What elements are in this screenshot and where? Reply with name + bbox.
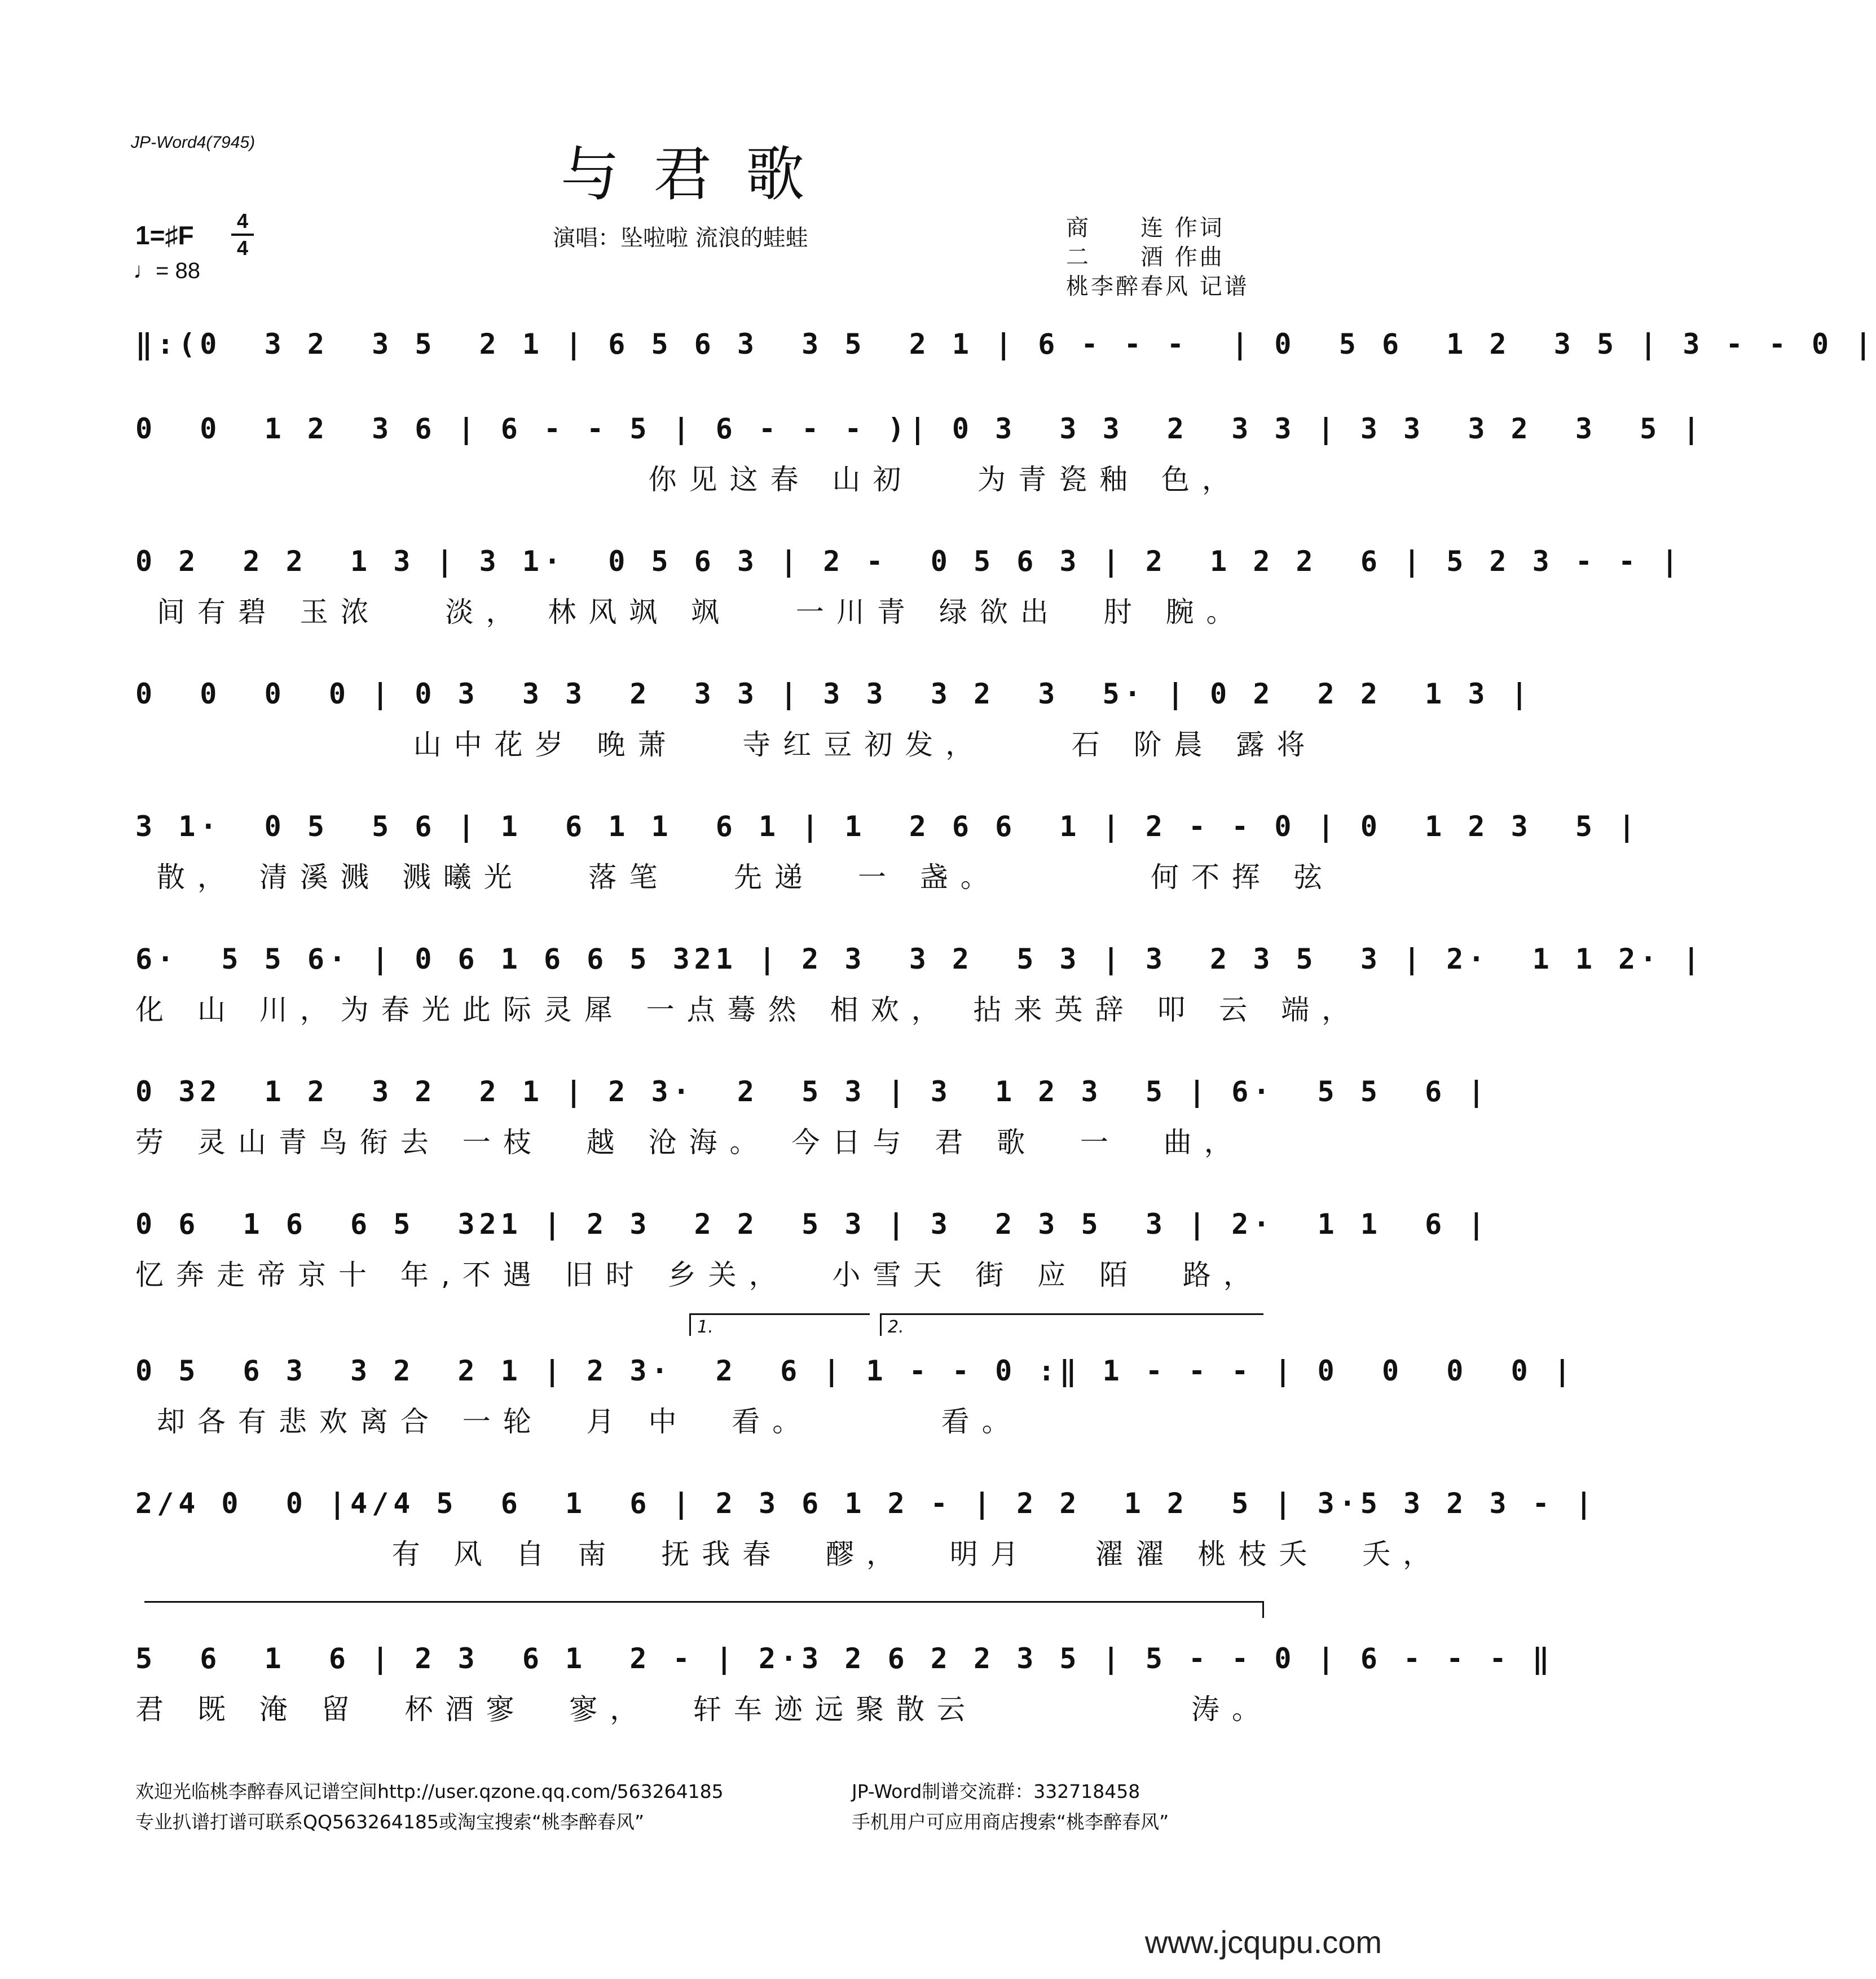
time-signature: [231, 210, 254, 260]
volta-2-label: 2.: [888, 1317, 904, 1337]
score-lyrics: 间有碧 玉浓 淡， 林风飒 飒 一川青 绿欲出 肘 腕。: [135, 596, 1247, 628]
time-numerator: 4: [236, 209, 249, 232]
score-notes: 0 5 6 3 3 2 2 1 | 2 3· 2 6 | 1 - - 0 :‖ 1 - - - | 0 0 0 0 |: [135, 1354, 1575, 1387]
volta-1-bracket: [689, 1313, 870, 1315]
volta-1-label: 1.: [697, 1317, 714, 1337]
footer-website: 欢迎光临桃李醉春风记谱空间http://user.qzone.qq.com/563264185: [135, 1780, 724, 1802]
score-notes: 0 6 1 6 6 5 321 | 2 3 2 2 5 3 | 3 2 3 5 3 | 2· 1 1 6 |: [135, 1208, 1490, 1241]
score-line-10: [135, 1481, 1597, 1571]
transcriber-credit: 桃李醉春风 记谱: [1066, 274, 1249, 300]
score-line-7: [135, 1069, 1490, 1159]
score-lyrics: 忆奔走帝京十 年,不遇 旧时 乡关， 小雪天 街 应 陌 路，: [135, 1259, 1264, 1291]
score-lyrics: 散， 清溪溅 溅曦光 落笔 先递 一 盏。 何不挥 弦: [135, 861, 1335, 894]
tempo-marking: ♩= 88: [133, 258, 200, 283]
volta-2-bracket: [880, 1313, 1263, 1315]
singer-credit: 演唱：坠啦啦 流浪的蛙蛙: [553, 225, 808, 251]
composer-credit: 二 酒 作曲: [1066, 244, 1225, 270]
score-line-9: [135, 1348, 1575, 1438]
score-notes: 5 6 1 6 | 2 3 6 1 2 - | 2·3 2 6 2 2 3 5 | 5 - - 0 | 6 - - - ‖: [135, 1642, 1554, 1675]
time-denominator: 4: [236, 236, 249, 260]
time-divider: [231, 234, 254, 236]
score-lyrics: 劳 灵山青鸟衔去 一枝 越 沧海。 今日与 君 歌 一 曲，: [135, 1126, 1245, 1159]
score-notes: 0 0 0 0 | 0 3 3 3 2 3 3 | 3 3 3 2 3 5· | 0 2 2 2 1 3 |: [135, 678, 1532, 710]
score-lyrics: 君 既 淹 留 杯酒寥 寥， 轩车迹远聚散云 涛。: [135, 1693, 1272, 1726]
score-lyrics: 有 风 自 南 抚我春 醪， 明月 濯濯 桃枝夭 夭，: [135, 1538, 1444, 1571]
song-title: 与君歌: [560, 140, 838, 209]
score-line-4: [135, 671, 1532, 761]
score-notes: 6· 5 5 6· | 0 6 1 6 6 5 321 | 2 3 3 2 5 3 | 3 2 3 5 3 | 2· 1 1 2· |: [135, 943, 1705, 975]
score-line-2: [135, 406, 1705, 496]
software-label: JP-Word4(7945): [131, 133, 256, 152]
footer-group: JP-Word制谱交流群：332718458: [852, 1780, 1140, 1802]
score-notes: 0 2 2 2 1 3 | 3 1· 0 5 6 3 | 2 - 0 5 6 3 | 2 1 2 2 6 | 5 2 3 - - |: [135, 545, 1683, 578]
score-notes: 3 1· 0 5 5 6 | 1 6 1 1 6 1 | 1 2 6 6 1 | 2 - - 0 | 0 1 2 3 5 |: [135, 810, 1640, 843]
score-lyrics: 化 山 川，为春光此际灵犀 一点蓦然 相欢， 拈来英辞 叩 云 端，: [135, 993, 1363, 1026]
score-line-1: [135, 322, 1876, 367]
volta-1-hook: [689, 1313, 691, 1336]
bracket-line: [144, 1601, 1264, 1603]
score-notes: 0 0 1 2 3 6 | 6 - - 5 | 6 - - - )| 0 3 3 3 2 3 3 | 3 3 3 2 3 5 |: [135, 412, 1705, 445]
bracket-hook: [1262, 1601, 1264, 1618]
score-line-6: [135, 936, 1705, 1026]
lyricist-credit: 商 连 作词: [1066, 215, 1225, 241]
footer-contact: 专业扒谱打谱可联系QQ563264185或淘宝搜索“桃李醉春风”: [135, 1811, 645, 1833]
score-notes: 2/4 0 0 |4/4 5 6 1 6 | 2 3 6 1 2 - | 2 2 1 2 5 | 3·5 3 2 3 - |: [135, 1487, 1597, 1520]
score-lyrics: 山中花岁 晚萧 寺红豆初发， 石 阶晨 露将: [135, 728, 1318, 761]
watermark: www.jcqupu.com: [1144, 1924, 1382, 1960]
score-lyrics: 你见这春 山初 为青瓷釉 色，: [135, 463, 1243, 496]
score-notes: 0 32 1 2 3 2 2 1 | 2 3· 2 5 3 | 3 1 2 3 5 | 6· 5 5 6 |: [135, 1075, 1490, 1108]
score-line-3: [135, 539, 1683, 628]
score-line-5: [135, 804, 1640, 894]
score-line-11: [135, 1636, 1554, 1726]
score-notes: ‖:(0 3 2 3 5 2 1 | 6 5 6 3 3 5 2 1 | 6 - - - | 0 5 6 1 2 3 5 | 3 - - 0 |: [135, 328, 1876, 360]
volta-2-hook: [880, 1313, 882, 1336]
key-signature: 1=♯F: [135, 221, 194, 250]
score-lyrics: 却各有悲欢离合 一轮 月 中 看。 看。: [135, 1405, 1023, 1438]
score-line-8: [135, 1202, 1490, 1291]
footer-app: 手机用户可应用商店搜索“桃李醉春风”: [852, 1811, 1169, 1833]
